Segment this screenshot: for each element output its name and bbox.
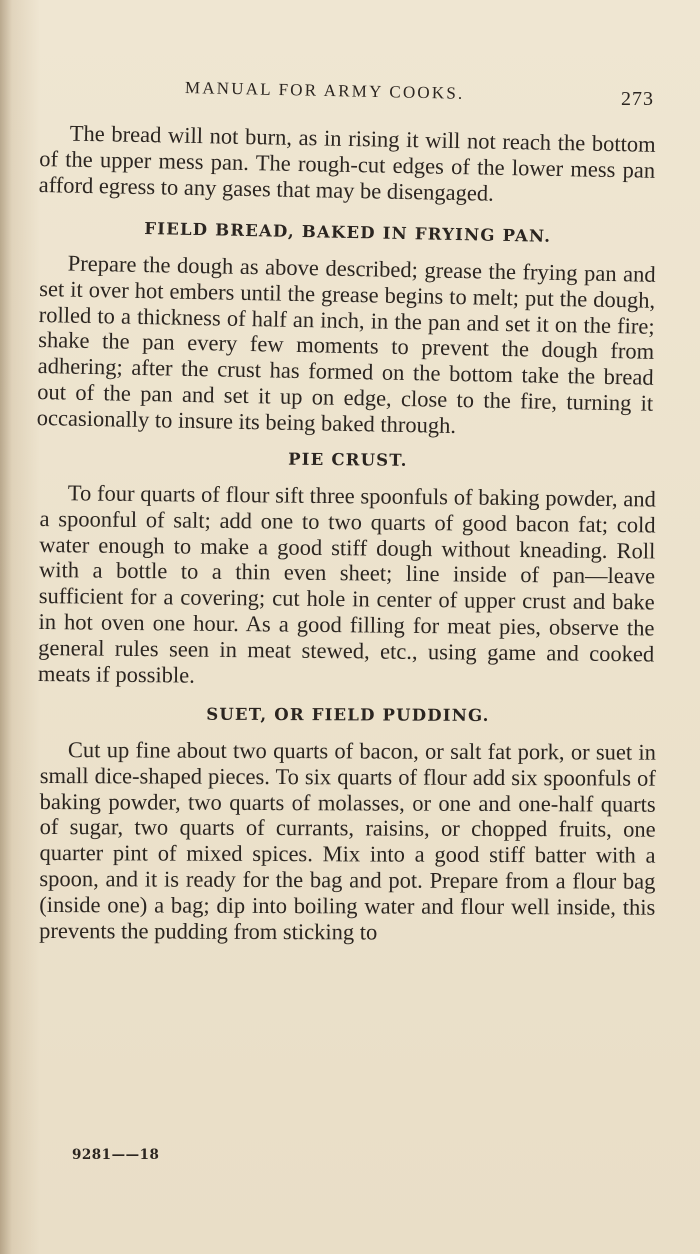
page-header <box>40 78 660 108</box>
field-bread-paragraph: Prepare the dough as above described; grease the frying pan and set it over hot embers until the grease begins to melt; put the dough, rolled to a thickness of half an inch, in the pan and set it on the fire; shake the pan every few moments to prevent the dough from adhering; after the crust has formed on the bottom take the bread out of the pan and set it up on edge, close to the fire, turning it occasionally to insure its being baked through. <box>36 250 656 439</box>
page-body <box>36 120 656 945</box>
signature-mark: 9281——18 <box>72 1147 160 1163</box>
page-number: 273 <box>621 88 654 110</box>
heading-suet-pudding: SUET, OR FIELD PUDDING. <box>206 705 490 726</box>
intro-paragraph: The bread will not burn, as in rising it will not reach the bottom of the upper mess pan. The rough-cut edges of the lower mess pan afford egress to any gases that may be disengaged. <box>38 120 656 206</box>
heading-pie-crust: PIE CRUST. <box>288 449 408 470</box>
suet-pudding-paragraph: Cut up fine about two quarts of bacon, or salt fat pork, or suet in small dice-shaped pieces. To six quarts of flour add six spoonfuls of baking powder, two quarts of molasses, or one and one-half quarts of sugar, two quarts of currants, raisins, or chopped fruits, one quarter pint of mixed spices. Mix into a good stiff batter with a spoon, and it is ready for the bag and pot. Prepare from a flour bag (inside one) a bag; dip into boiling water and flour well inside, this prevents the pudding from sticking to <box>39 737 656 945</box>
pie-crust-paragraph: To four quarts of flour sift three spoonfuls of baking powder, and a spoonful of salt; add one to two quarts of good bacon fat; cold water enough to make a good stiff dough without kneading. Roll with a bottle to a thin even sheet; line inside of pan—leave sufficient for a covering; cut hole in center of upper crust and bake in hot oven one hour. As a good filling for meat pies, observe the general rules seen in meat stewed, etc., using game and cooked meats if possible. <box>37 480 656 688</box>
heading-field-bread: FIELD BREAD, BAKED IN FRYING PAN. <box>144 219 552 247</box>
running-head: MANUAL FOR ARMY COOKS. <box>184 78 465 103</box>
